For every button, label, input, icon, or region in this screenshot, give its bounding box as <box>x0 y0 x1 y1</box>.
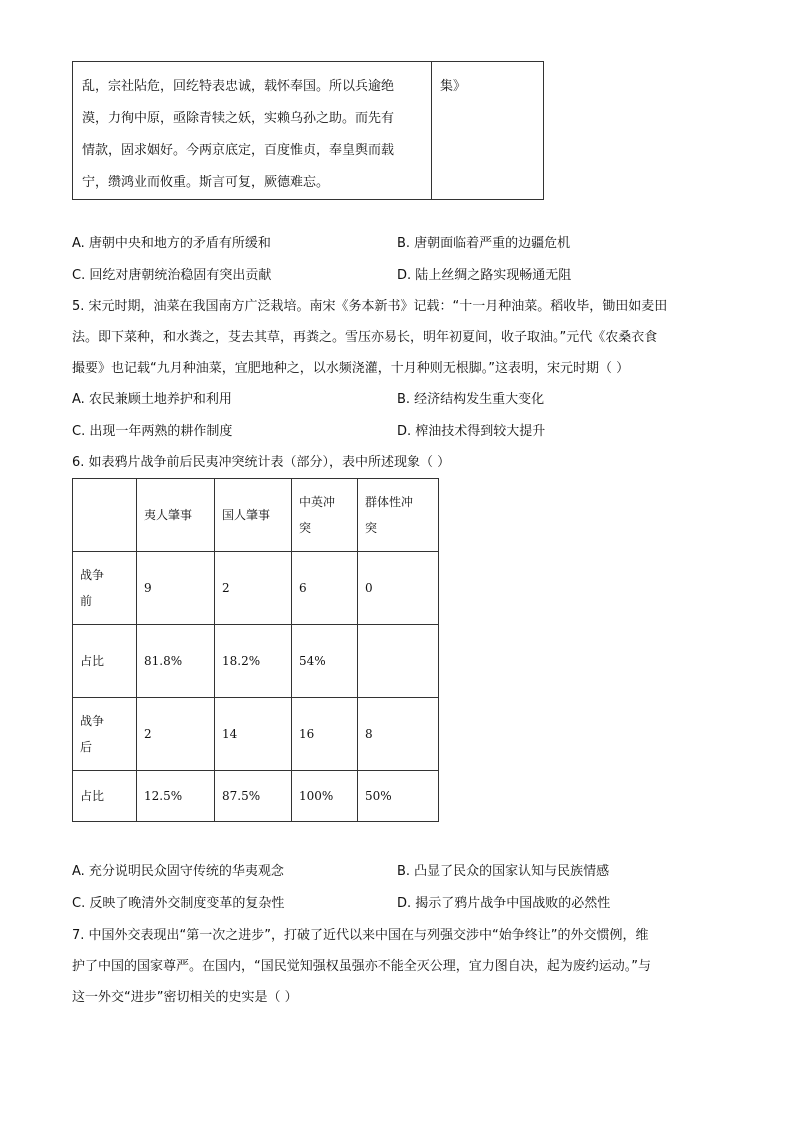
row-label-cell <box>73 698 137 771</box>
q7-stem-line: 护了中国的国家尊严。在国内，“国民觉知强权虽强亦不能全灭公理，宜力图自决，起为废约运动。”与 <box>72 959 651 974</box>
table-cell <box>358 625 439 698</box>
table-cell: 12.5% <box>137 771 215 822</box>
table-row <box>73 552 439 625</box>
row-label: 战争 前 <box>80 568 105 608</box>
source-text: 集》 <box>440 79 467 94</box>
q7-stem-line: 这一外交“进步”密切相关的史实是（ ） <box>72 990 298 1005</box>
table-header-row <box>73 479 439 552</box>
table-row <box>73 698 439 771</box>
q5-option-d: D. 榨油技术得到较大提升 <box>397 424 546 439</box>
quote-line: 乱，宗社阽危，回纥特表忠诚，载怀奉国。所以兵逾绝 <box>82 79 395 94</box>
header-text: 国人肇事 <box>222 508 271 522</box>
quote-line: 宁，缵鸿业而攸重。斯言可复，厥德难忘。 <box>82 175 330 190</box>
q4-option-c: C. 回纥对唐朝统治稳固有突出贡献 <box>72 268 272 283</box>
conflict-stats-table <box>72 478 439 822</box>
q5-stem-line: 撮要》也记载“九月种油菜，宜肥地种之，以水频浇灌，十月种则无根脚。”这表明，宋元时期（ ） <box>72 361 630 376</box>
table-cell: 6 <box>292 552 358 625</box>
q6-option-d: D. 揭示了鸦片战争中国战败的必然性 <box>397 896 611 911</box>
header-cell <box>358 479 439 552</box>
q6-option-a: A. 充分说明民众固守传统的华夷观念 <box>72 864 284 879</box>
row-label-cell <box>73 625 137 698</box>
q6-option-c: C. 反映了晚清外交制度变革的复杂性 <box>72 896 285 911</box>
source-cell <box>432 62 544 200</box>
table-cell: 50% <box>358 771 439 822</box>
q5-option-a: A. 农民兼顾土地养护和利用 <box>72 392 232 407</box>
q5-stem-line: 法。即下菜种，和水粪之，芟去其草，再粪之。雪压亦易长，明年初夏间，收子取油。”元代《农桑衣食 <box>72 330 658 345</box>
row-label-cell <box>73 771 137 822</box>
table-cell: 87.5% <box>215 771 292 822</box>
table-cell: 14 <box>215 698 292 771</box>
row-label: 占比 <box>80 789 105 803</box>
header-text: 群体性冲 突 <box>365 495 414 535</box>
q7-stem-line: 7. 中国外交表现出“第一次之进步”，打破了近代以来中国在与列强交涉中“始争终让”的外交惯例，维 <box>72 928 649 943</box>
quote-line: 漠，力徇中原，亟除青犊之妖，实赖乌孙之助。而先有 <box>82 111 395 126</box>
q4-option-b: B. 唐朝面临着严重的边疆危机 <box>397 236 571 251</box>
table-cell: 54% <box>292 625 358 698</box>
q4-option-d: D. 陆上丝绸之路实现畅通无阻 <box>397 268 572 283</box>
row-label: 占比 <box>80 654 105 668</box>
header-text: 中英冲 突 <box>299 495 336 535</box>
q6-option-b: B. 凸显了民众的国家认知与民族情感 <box>397 864 610 879</box>
header-cell <box>73 479 137 552</box>
header-cell <box>292 479 358 552</box>
table-row <box>73 625 439 698</box>
q5-stem-line: 5. 宋元时期，油菜在我国南方广泛栽培。南宋《务本新书》记载：“十一月种油菜。稻收毕，锄田如麦田 <box>72 299 668 314</box>
table-cell: 2 <box>137 698 215 771</box>
table-cell: 2 <box>215 552 292 625</box>
table-cell: 16 <box>292 698 358 771</box>
table-row <box>73 771 439 822</box>
header-cell <box>137 479 215 552</box>
table-cell: 18.2% <box>215 625 292 698</box>
table-cell: 81.8% <box>137 625 215 698</box>
quote-line: 情款，固求姻好。今两京底定，百度惟贞，奉皇舆而载 <box>82 143 395 158</box>
table-cell: 0 <box>358 552 439 625</box>
table-cell: 8 <box>358 698 439 771</box>
q6-stem: 6. 如表鸦片战争前后民夷冲突统计表（部分），表中所述现象（ ） <box>72 455 451 470</box>
q5-option-c: C. 出现一年两熟的耕作制度 <box>72 424 233 439</box>
header-text: 夷人肇事 <box>144 508 193 522</box>
table-cell: 100% <box>292 771 358 822</box>
row-label: 战争 后 <box>80 714 105 754</box>
quote-table <box>72 61 544 200</box>
table-cell: 9 <box>137 552 215 625</box>
q4-option-a: A. 唐朝中央和地方的矛盾有所缓和 <box>72 236 271 251</box>
row-label-cell <box>73 552 137 625</box>
quote-cell <box>73 62 432 200</box>
header-cell <box>215 479 292 552</box>
q5-option-b: B. 经济结构发生重大变化 <box>397 392 545 407</box>
